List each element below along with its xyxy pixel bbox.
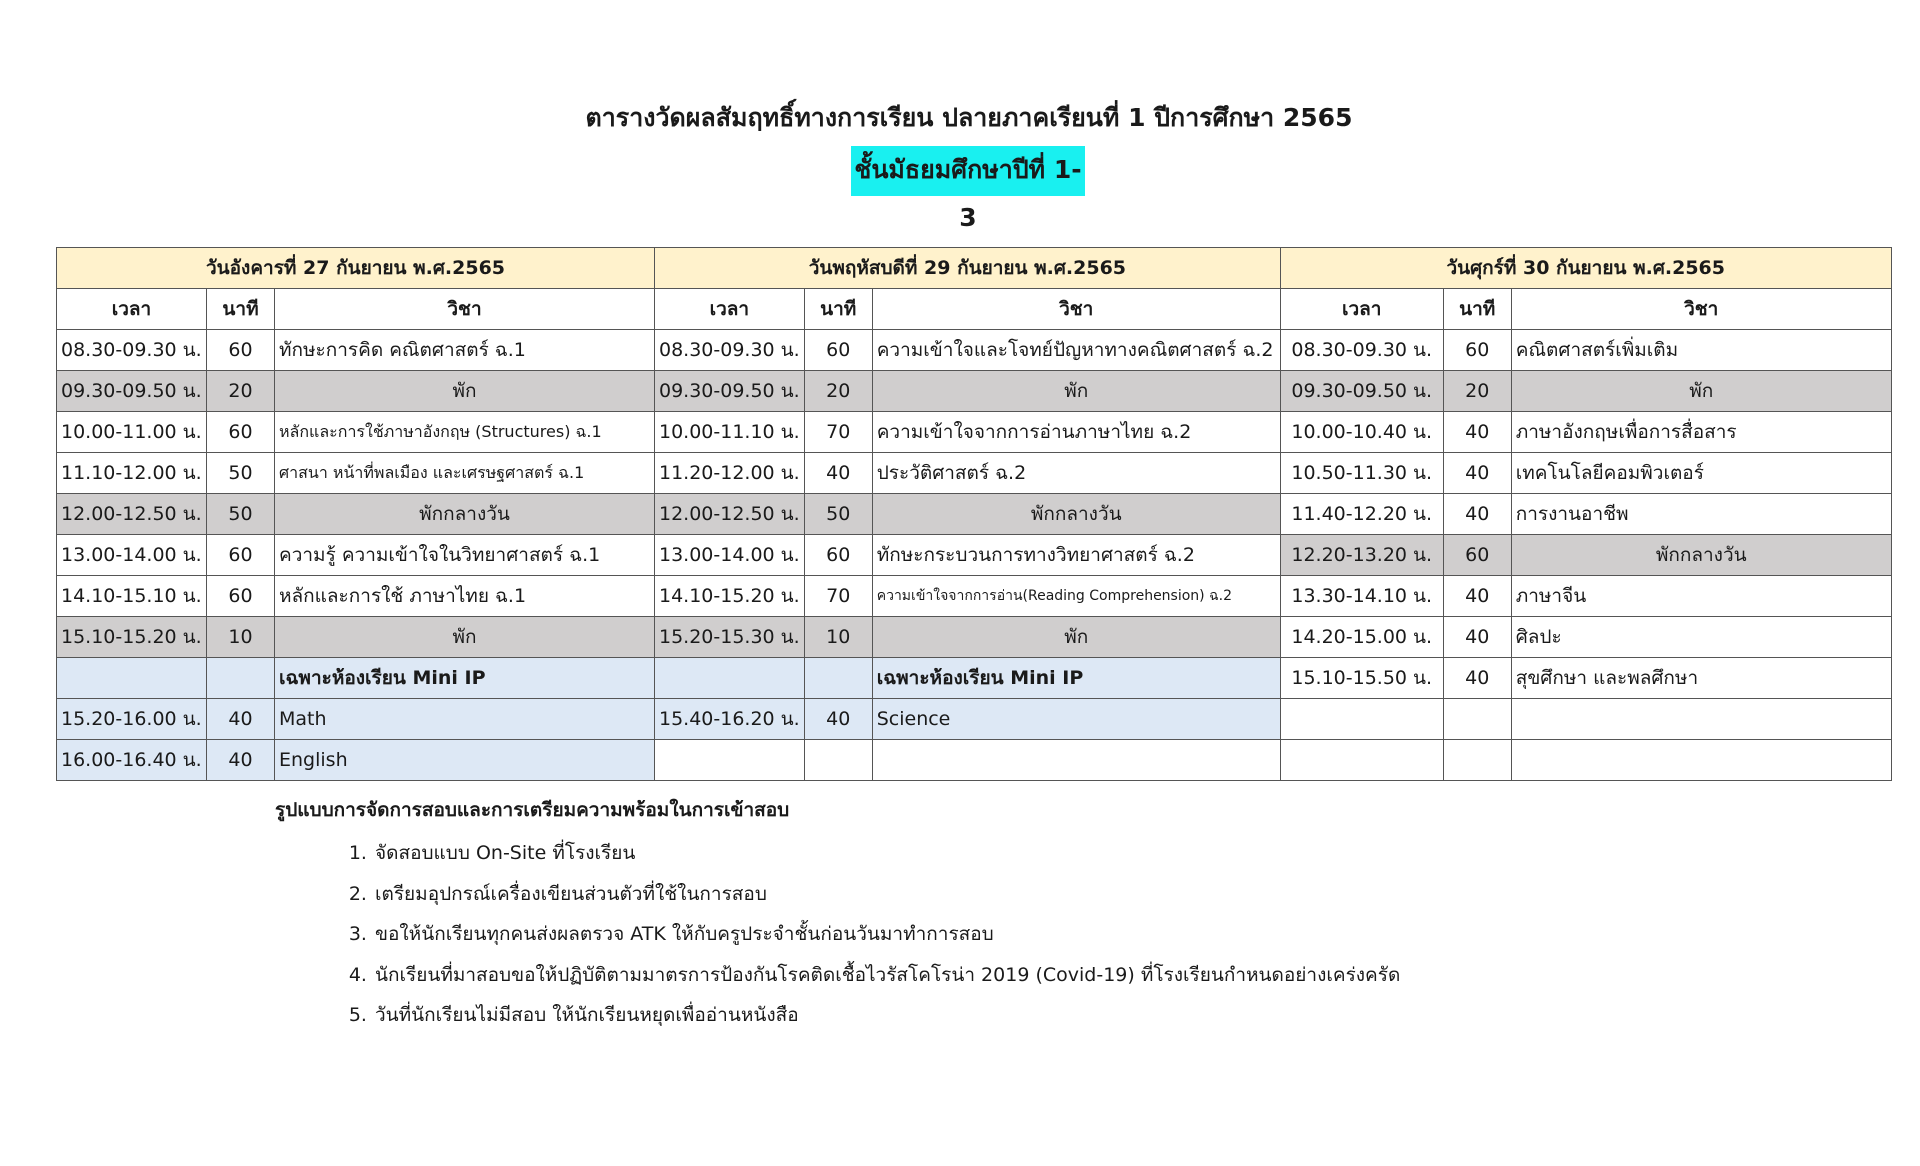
minutes-cell: 60 (1443, 330, 1511, 371)
minutes-cell: 40 (1443, 576, 1511, 617)
time-cell (655, 658, 805, 699)
minutes-cell: 20 (1443, 371, 1511, 412)
exam-schedule-table (56, 247, 1892, 781)
minutes-cell: 50 (207, 494, 275, 535)
time-cell: 16.00-16.40 น. (57, 740, 207, 781)
table-row (57, 699, 1892, 740)
minutes-cell: 70 (804, 412, 872, 453)
minutes-cell: 40 (1443, 617, 1511, 658)
mini-ip-heading: เฉพาะห้องเรียน Mini IP (275, 658, 655, 699)
time-cell: 15.20-16.00 น. (57, 699, 207, 740)
minutes-cell: 60 (804, 535, 872, 576)
column-header-time: เวลา (655, 289, 805, 330)
subject-cell: ทักษะการคิด คณิตศาสตร์ ฉ.1 (275, 330, 655, 371)
time-cell: 13.30-14.10 น. (1280, 576, 1443, 617)
guidelines-list (275, 835, 1400, 1038)
table-row (57, 576, 1892, 617)
subject-cell (1511, 740, 1891, 781)
column-header-minutes: นาที (1443, 289, 1511, 330)
list-item: 5. วันที่นักเรียนไม่มีสอบ ให้นักเรียนหยุดเพื่ออ่านหนังสือ (373, 997, 1400, 1038)
column-header-subject: วิชา (1511, 289, 1891, 330)
minutes-cell: 60 (207, 330, 275, 371)
day-header-row (57, 248, 1892, 289)
subject-cell: คณิตศาสตร์เพิ่มเติม (1511, 330, 1891, 371)
minutes-cell: 40 (1443, 494, 1511, 535)
minutes-cell: 20 (804, 371, 872, 412)
time-cell: 11.40-12.20 น. (1280, 494, 1443, 535)
subject-cell: เทคโนโลยีคอมพิวเตอร์ (1511, 453, 1891, 494)
minutes-cell: 40 (1443, 453, 1511, 494)
break-cell: พัก (1511, 371, 1891, 412)
subject-cell: English (275, 740, 655, 781)
list-item: 1. จัดสอบแบบ On-Site ที่โรงเรียน (373, 835, 1400, 876)
minutes-cell: 70 (804, 576, 872, 617)
document-title: ตารางวัดผลสัมฤทธิ์ทางการเรียน ปลายภาคเรียนที่ 1 ปีการศึกษา 2565 (585, 103, 1353, 132)
column-header-time: เวลา (1280, 289, 1443, 330)
time-cell: 11.10-12.00 น. (57, 453, 207, 494)
break-cell: พัก (275, 371, 655, 412)
break-cell: พัก (275, 617, 655, 658)
subject-cell: ประวัติศาสตร์ ฉ.2 (872, 453, 1280, 494)
table-row (57, 494, 1892, 535)
time-cell: 14.10-15.20 น. (655, 576, 805, 617)
time-cell: 15.10-15.20 น. (57, 617, 207, 658)
minutes-cell: 60 (207, 412, 275, 453)
time-cell: 15.20-15.30 น. (655, 617, 805, 658)
time-cell: 10.00-11.10 น. (655, 412, 805, 453)
time-cell: 08.30-09.30 น. (1280, 330, 1443, 371)
time-cell: 13.00-14.00 น. (655, 535, 805, 576)
time-cell: 11.20-12.00 น. (655, 453, 805, 494)
time-cell: 08.30-09.30 น. (655, 330, 805, 371)
minutes-cell: 40 (207, 699, 275, 740)
column-header-subject: วิชา (275, 289, 655, 330)
minutes-cell: 60 (207, 576, 275, 617)
subject-cell: ความรู้ ความเข้าใจในวิทยาศาสตร์ ฉ.1 (275, 535, 655, 576)
break-cell: พักกลางวัน (1511, 535, 1891, 576)
subject-cell: การงานอาชีพ (1511, 494, 1891, 535)
subject-cell: Science (872, 699, 1280, 740)
subject-cell: หลักและการใช้ ภาษาไทย ฉ.1 (275, 576, 655, 617)
minutes-cell (1443, 740, 1511, 781)
column-header-time: เวลา (57, 289, 207, 330)
subject-cell: ความเข้าใจจากการอ่าน(Reading Comprehension) ฉ.2 (872, 576, 1280, 617)
guidelines-title: รูปแบบการจัดการสอบและการเตรียมความพร้อมในการเข้าสอบ (275, 799, 790, 821)
minutes-cell (1443, 699, 1511, 740)
time-cell: 12.00-12.50 น. (57, 494, 207, 535)
minutes-cell: 10 (804, 617, 872, 658)
subject-cell: ภาษาจีน (1511, 576, 1891, 617)
time-cell: 09.30-09.50 น. (655, 371, 805, 412)
minutes-cell: 60 (1443, 535, 1511, 576)
time-cell: 12.00-12.50 น. (655, 494, 805, 535)
exam-guidelines (275, 795, 1400, 1038)
subject-cell: ความเข้าใจและโจทย์ปัญหาทางคณิตศาสตร์ ฉ.2 (872, 330, 1280, 371)
column-header-minutes: นาที (207, 289, 275, 330)
minutes-cell: 60 (207, 535, 275, 576)
subject-cell: ศาสนา หน้าที่พลเมือง และเศรษฐศาสตร์ ฉ.1 (275, 453, 655, 494)
time-cell: 10.00-10.40 น. (1280, 412, 1443, 453)
table-row (57, 658, 1892, 699)
subject-cell: สุขศึกษา และพลศึกษา (1511, 658, 1891, 699)
list-item: 2. เตรียมอุปกรณ์เครื่องเขียนส่วนตัวที่ใช้ในการสอบ (373, 876, 1400, 917)
minutes-cell: 20 (207, 371, 275, 412)
subject-cell (1511, 699, 1891, 740)
minutes-cell: 40 (207, 740, 275, 781)
break-cell: พักกลางวัน (275, 494, 655, 535)
break-cell: พักกลางวัน (872, 494, 1280, 535)
table-row (57, 535, 1892, 576)
time-cell: 12.20-13.20 น. (1280, 535, 1443, 576)
minutes-cell: 60 (804, 330, 872, 371)
time-cell: 10.50-11.30 น. (1280, 453, 1443, 494)
minutes-cell: 40 (1443, 658, 1511, 699)
table-row (57, 412, 1892, 453)
list-item: 3. ขอให้นักเรียนทุกคนส่งผลตรวจ ATK ให้กับครูประจำชั้นก่อนวันมาทำการสอบ (373, 916, 1400, 957)
time-cell: 15.40-16.20 น. (655, 699, 805, 740)
time-cell (1280, 699, 1443, 740)
minutes-cell: 40 (804, 699, 872, 740)
column-header-row (57, 289, 1892, 330)
subject-cell: Math (275, 699, 655, 740)
time-cell (1280, 740, 1443, 781)
minutes-cell: 50 (207, 453, 275, 494)
break-cell: พัก (872, 617, 1280, 658)
day-header: วันพฤหัสบดีที่ 29 กันยายน พ.ศ.2565 (655, 248, 1281, 289)
minutes-cell (804, 658, 872, 699)
minutes-cell: 50 (804, 494, 872, 535)
subject-cell: ภาษาอังกฤษเพื่อการสื่อสาร (1511, 412, 1891, 453)
day-header: วันอังคารที่ 27 กันยายน พ.ศ.2565 (57, 248, 655, 289)
subject-cell: ศิลปะ (1511, 617, 1891, 658)
subject-cell: หลักและการใช้ภาษาอังกฤษ (Structures) ฉ.1 (275, 412, 655, 453)
minutes-cell (207, 658, 275, 699)
column-header-minutes: นาที (804, 289, 872, 330)
minutes-cell: 10 (207, 617, 275, 658)
time-cell: 08.30-09.30 น. (57, 330, 207, 371)
table-row (57, 617, 1892, 658)
time-cell: 09.30-09.50 น. (57, 371, 207, 412)
time-cell: 14.20-15.00 น. (1280, 617, 1443, 658)
column-header-subject: วิชา (872, 289, 1280, 330)
time-cell: 15.10-15.50 น. (1280, 658, 1443, 699)
table-row (57, 453, 1892, 494)
document-subtitle: ชั้นมัธยมศึกษาปีที่ 1-3 (851, 146, 1085, 196)
minutes-cell: 40 (804, 453, 872, 494)
time-cell (655, 740, 805, 781)
minutes-cell (804, 740, 872, 781)
subject-cell: ทักษะกระบวนการทางวิทยาศาสตร์ ฉ.2 (872, 535, 1280, 576)
time-cell (57, 658, 207, 699)
time-cell: 10.00-11.00 น. (57, 412, 207, 453)
mini-ip-heading: เฉพาะห้องเรียน Mini IP (872, 658, 1280, 699)
subject-cell (872, 740, 1280, 781)
time-cell: 13.00-14.00 น. (57, 535, 207, 576)
table-row (57, 371, 1892, 412)
list-item: 4. นักเรียนที่มาสอบขอให้ปฏิบัติตามมาตรการป้องกันโรคติดเชื้อไวรัสโคโรน่า 2019 (Covid-19) ที่โรงเรียนกำหนดอย่างเคร่งครัด (373, 957, 1400, 998)
break-cell: พัก (872, 371, 1280, 412)
time-cell: 09.30-09.50 น. (1280, 371, 1443, 412)
table-row (57, 330, 1892, 371)
table-row (57, 740, 1892, 781)
minutes-cell: 40 (1443, 412, 1511, 453)
time-cell: 14.10-15.10 น. (57, 576, 207, 617)
subject-cell: ความเข้าใจจากการอ่านภาษาไทย ฉ.2 (872, 412, 1280, 453)
day-header: วันศุกร์ที่ 30 กันยายน พ.ศ.2565 (1280, 248, 1891, 289)
